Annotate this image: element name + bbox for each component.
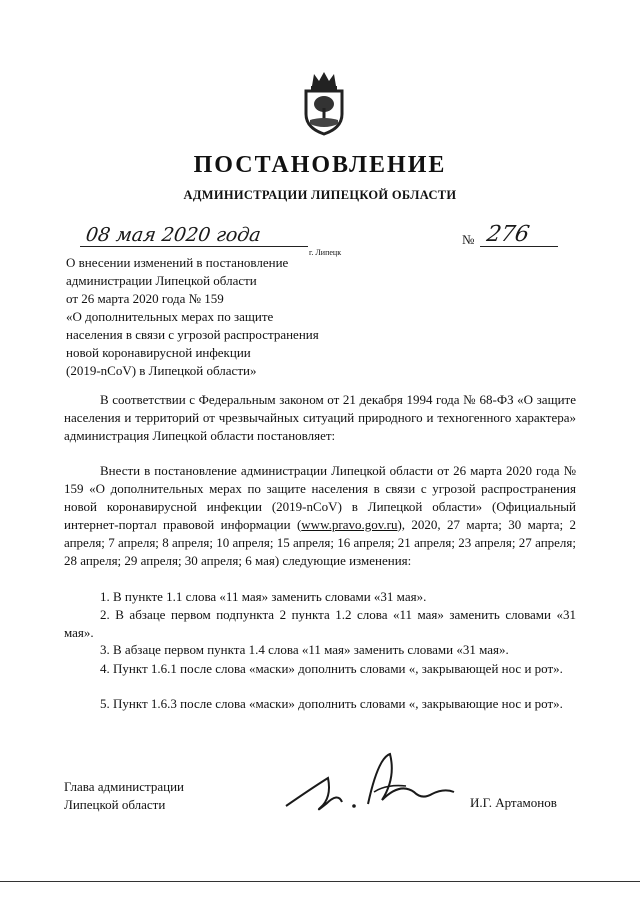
signatory-name: И.Г. Артамонов <box>470 795 557 810</box>
number-label: № <box>462 232 475 247</box>
signatory-position <box>64 778 184 814</box>
main-paragraph <box>64 462 576 570</box>
document-subtitle: АДМИНИСТРАЦИИ ЛИПЕЦКОЙ ОБЛАСТИ <box>183 188 457 202</box>
subject-line: от 26 марта 2020 года № 159 <box>66 291 224 306</box>
subject-line: администрации Липецкой области <box>66 273 257 288</box>
signatory-position-line: Глава администрации <box>64 779 185 794</box>
handwritten-signature <box>282 748 457 823</box>
amendment-item-4: 4. Пункт 1.6.1 после слова «маски» дополнить словами «, закрывающей нос и рот». <box>100 661 563 676</box>
amendment-item-5: 5. Пункт 1.6.3 после слова «маски» дополнить словами «, закрывающие нос и рот». <box>100 696 563 711</box>
amendment-item-3: 3. В абзаце первом пункта 1.4 слова «11 мая» заменить словами «31 мая». <box>100 642 509 657</box>
number-underline <box>480 246 558 247</box>
document-title: ПОСТАНОВЛЕНИЕ <box>193 152 447 178</box>
lipetsk-oblast-coat-of-arms-icon <box>300 70 348 136</box>
main-text-after-url: ), 2020, 27 марта; 30 марта; 2 апреля; 7 апреля; 8 апреля; 10 апреля; 15 апреля; 16 апреля; 21 апреля; 23 апреля; 27 апреля; 28 апреля; 29 апреля; 30 апреля; 6 мая) следующие изменения: <box>64 517 577 568</box>
signatory-position-line: Липецкой области <box>64 797 166 812</box>
amendment-item-2: 2. В абзаце первом подпункта 2 пункта 1.2 слова «11 мая» заменить словами «31 мая». <box>64 607 576 640</box>
subject-line: (2019-nCoV) в Липецкой области» <box>66 363 257 378</box>
amendment-item-1: 1. В пункте 1.1 слова «11 мая» заменить словами «31 мая». <box>100 589 427 604</box>
main-text-before-url: Внести в постановление администрации Липецкой области от 26 марта 2020 года № 159 «О дополнительных мерах по защите населения в связи с угрозой распространения новой коронавирусной инфекции (2019-nCoV) в Липецкой области» (Официальный интернет-портал правовой информации ( <box>64 463 576 532</box>
document-subject <box>66 254 386 380</box>
portal-link[interactable]: www.pravo.gov.ru <box>301 517 398 532</box>
date-underline <box>80 246 308 247</box>
footer-divider <box>0 881 640 882</box>
preamble-paragraph: В соответствии с Федеральным законом от 21 декабря 1994 года № 68-ФЗ «О защите населения и территорий от чрезвычайных ситуаций природного и техногенного характера» администрация Липецкой области постановляет: <box>64 392 576 443</box>
subject-line: О внесении изменений в постановление <box>66 255 289 270</box>
city-label: г. Липецк <box>309 248 342 257</box>
subject-line: новой коронавирусной инфекции <box>66 345 251 360</box>
subject-line: населения в связи с угрозой распространения <box>66 327 319 342</box>
handwritten-date: 08 мая 2020 года <box>84 224 263 246</box>
subject-line: «О дополнительных мерах по защите <box>66 309 274 324</box>
handwritten-number: 276 <box>484 222 532 247</box>
